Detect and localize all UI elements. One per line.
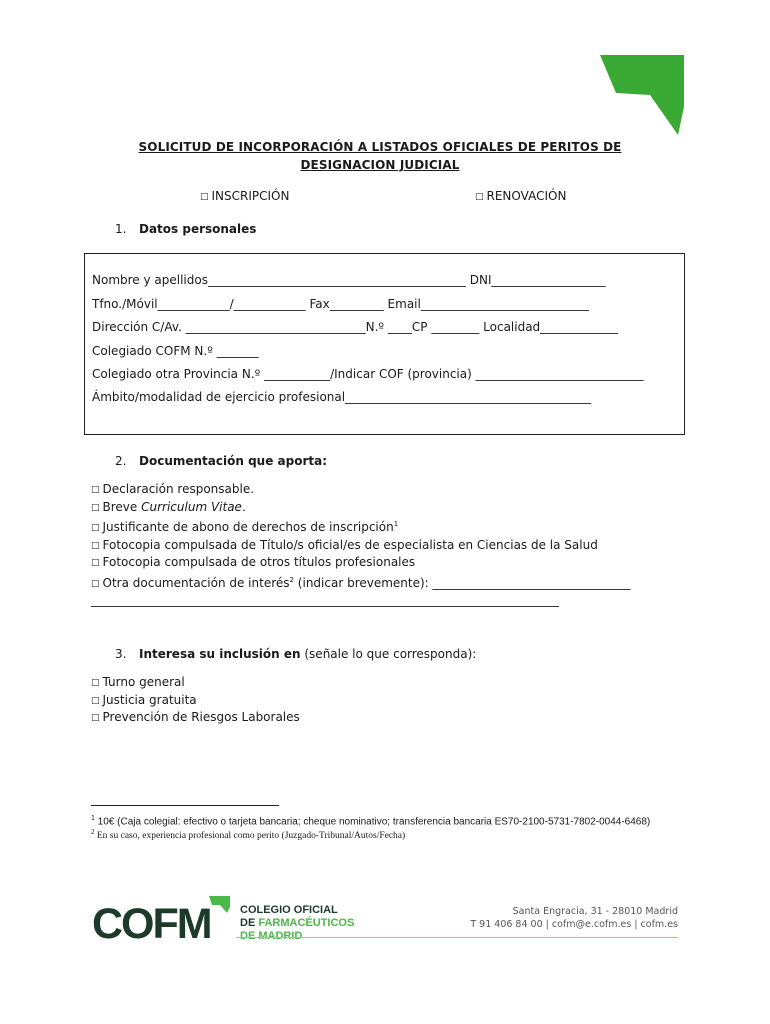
list-item[interactable]: □ Justicia gratuita (91, 692, 197, 707)
checkbox-icon[interactable]: □ (475, 192, 484, 202)
checkbox-icon[interactable]: □ (91, 502, 100, 513)
list-item[interactable]: □ Breve Curriculum Vitae. (91, 499, 246, 514)
footnote-1: $^1$ 10€ (Caja colegial: efectivo o tarjeta bancaria; cheque nominativo; transferencia bancaria ES70-2100-5731-7802-0044-6468) (91, 815, 651, 828)
svg-text:DE FARMACÉUTICOS (240, 916, 354, 929)
cofm-logo (92, 893, 355, 948)
field-telefono-fax-email[interactable]: Tfno./Móvil____________/____________ Fax_________ Email____________________________ (92, 297, 589, 311)
section-number: 3. (115, 647, 127, 661)
list-item[interactable]: □ Turno general (91, 675, 185, 689)
option-renovacion-label: RENOVACIÓN (486, 189, 567, 203)
org-line-1: COLEGIO OFICIAL (240, 904, 338, 916)
footnote-ref: 1 (393, 520, 399, 528)
footnote-2: $^2$ En su caso, experiencia profesional como perito (Juzgado-Tribunal/Autos/Fecha) (91, 828, 406, 842)
org-farm: FARMACÉUTICOS (258, 917, 355, 929)
checkbox-icon[interactable]: □ (91, 695, 100, 706)
logo-mark-icon (209, 896, 230, 913)
org-de: DE (240, 917, 259, 929)
section-title: Interesa su inclusión en (139, 647, 301, 661)
footer-divider (236, 937, 678, 938)
checkbox-icon[interactable]: □ (91, 540, 100, 551)
checkbox-icon[interactable]: □ (200, 192, 209, 202)
title-line-2: DESIGNACION JUDICIAL (300, 158, 460, 172)
list-item[interactable]: □ Justificante de abono de derechos de inscripción$^1$ (91, 520, 399, 534)
other-documentation-line[interactable]: ______________________________________________________________________________ (91, 593, 559, 607)
contact-info (470, 905, 678, 931)
section-title: Datos personales (139, 222, 257, 236)
checkbox-icon[interactable]: □ (91, 678, 100, 688)
field-colegiado-otra-provincia[interactable]: Colegiado otra Provincia N.º ___________/Indicar COF (provincia) ____________________________ (92, 367, 644, 381)
inclusion-list (91, 674, 300, 727)
checkbox-icon[interactable]: □ (91, 578, 100, 589)
document-title (60, 138, 700, 174)
list-item[interactable]: □ Otra documentación de interés$^2$ (indicar brevemente): _________________________________ (91, 575, 631, 590)
checkbox-icon[interactable]: □ (91, 713, 100, 723)
field-nombre-dni[interactable]: Nombre y apellidos___________________________________________ DNI___________________ (92, 273, 606, 287)
org-line-3: DE MADRID (240, 930, 303, 942)
checkbox-icon[interactable]: □ (91, 523, 100, 533)
option-inscripcion-label: INSCRIPCIÓN (211, 189, 290, 203)
checkbox-icon[interactable]: □ (91, 485, 100, 495)
field-ambito[interactable]: Ámbito/modalidad de ejercicio profesional_________________________________________ (92, 390, 592, 404)
section-number: 1. (115, 222, 127, 236)
address: Santa Engracia, 31 - 28010 Madrid (512, 906, 678, 917)
option-inscripcion[interactable] (200, 189, 289, 203)
footnote-ref: 2 (289, 575, 294, 584)
section-3-heading (115, 647, 476, 661)
footnote-divider (91, 805, 279, 806)
title-line-1: SOLICITUD DE INCORPORACIÓN A LISTADOS OFICIALES DE PERITOS DE (138, 140, 622, 154)
field-colegiado-cofm[interactable]: Colegiado COFM N.º _______ (92, 344, 259, 358)
section-2-heading (115, 454, 327, 468)
list-item[interactable]: □ Prevención de Riesgos Laborales (91, 710, 300, 724)
list-item[interactable]: □ Declaración responsable. (91, 482, 255, 496)
option-renovacion[interactable] (475, 189, 566, 203)
field-direccion[interactable]: Dirección C/Av. ______________________________N.º ____CP ________ Localidad_____________ (92, 320, 619, 334)
section-note: (señale lo que corresponda): (300, 647, 477, 661)
section-title: Documentación que aporta: (139, 454, 328, 468)
section-1-heading (115, 222, 256, 236)
contact-line[interactable]: T 91 406 84 00 | cofm@e.cofm.es | cofm.es (470, 919, 678, 930)
list-item[interactable]: □ Fotocopia compulsada de otros títulos profesionales (91, 555, 416, 569)
checkbox-icon[interactable]: □ (91, 558, 100, 568)
section-number: 2. (115, 454, 127, 468)
cofm-corner-mark-icon (600, 55, 684, 135)
logo-wordmark: COFM (92, 900, 211, 948)
list-item[interactable]: □ Fotocopia compulsada de Título/s oficial/es de especialista en Ciencias de la Salud (91, 537, 598, 552)
documentation-list (91, 481, 631, 609)
